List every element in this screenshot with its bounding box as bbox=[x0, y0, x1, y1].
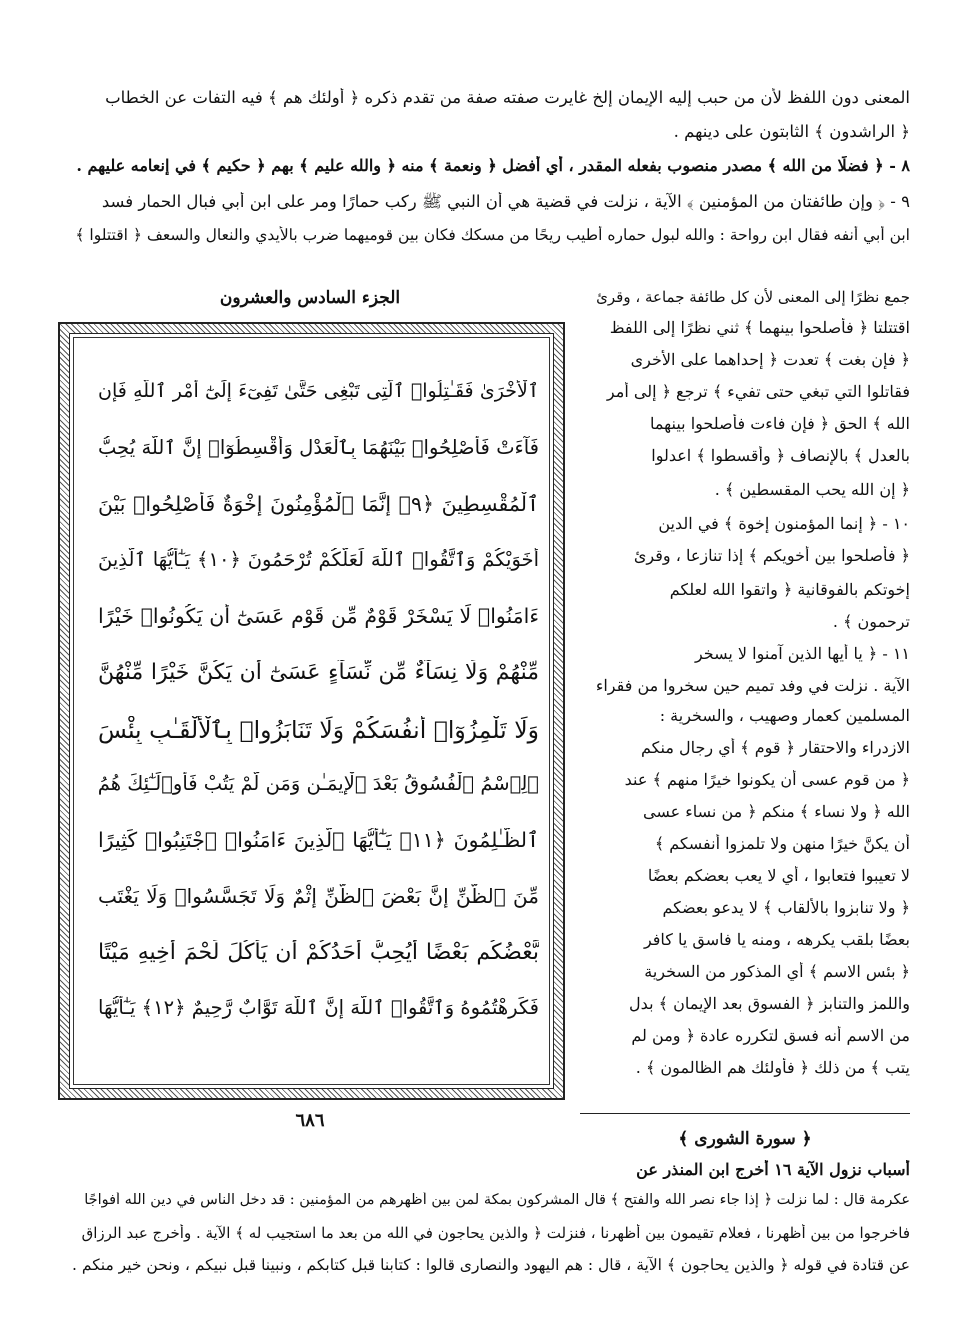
commentary-line: ترحمون ﴾ . bbox=[832, 612, 910, 631]
commentary-line: من الاسم أنه فسق لتكرره عادة ﴿ ومن لم bbox=[631, 1026, 910, 1045]
quran-line: ءَامَنُوا۟ لَا يَسْخَرْ قَوْمٌ مِّن قَوْمٍ عَسَىٰٓ أَن يَكُونُوا۟ خَيْرًا bbox=[98, 604, 539, 628]
quran-line: مِّنْهُمْ وَلَا نِسَآءٌ مِّن نِّسَآءٍ عَسَىٰٓ أَن يَكُنَّ خَيْرًا مِّنْهُنَّ bbox=[98, 660, 539, 685]
commentary-line: فاخرجوا من بين أظهرنا ، فعلام تقيمون بين أظهرنا ، فنزلت ﴿ والذين يحاجون في الله من بعد ما استجيب له ﴾ الآية . وأخرج عبد الرزاق bbox=[81, 1224, 910, 1242]
commentary-line: الله ﴿ ولا نساء ﴾ منكم ﴿ من نساء عسى bbox=[643, 802, 910, 821]
quran-line: فَآءَتْ فَأَصْلِحُوا۟ بَيْنَهُمَا بِٱلْعَدْلِ وَأَقْسِطُوٓا۟ إِنَّ ٱللَّهَ يُحِبُّ bbox=[98, 436, 539, 459]
commentary-line: ١٠ - ﴿ إنما المؤمنون إخوة ﴾ في الدين bbox=[658, 514, 910, 533]
commentary-line: ﴿ فأصلحوا بين أخويكم ﴾ إذا تنازعا ، وقرئ bbox=[633, 546, 910, 565]
commentary-line: أسباب نزول الآية ١٦ أخرج ابن المنذر عن bbox=[636, 1160, 910, 1179]
commentary-line: يتب ﴾ من ذلك ﴿ فأولئك هم الظالمون ﴾ . bbox=[635, 1058, 910, 1077]
commentary-line: ﴿ بئس الاسم ﴾ أي المذكور من السخرية bbox=[644, 962, 910, 981]
commentary-line: ﴿ الراشدون ﴾ الثابتون على دينهم . bbox=[673, 122, 910, 141]
quran-line: فَكَرِهْتُمُوهُ وَٱتَّقُوا۟ ٱللَّهَ إِنَّ ٱللَّهَ تَوَّابٌ رَّحِيمٌ ﴿١٢﴾ يَـٰٓأَيُّهَا bbox=[98, 996, 539, 1019]
quran-line: ٱلْمُقْسِطِينَ ﴿٩﴾ إِنَّمَا ٱلْمُؤْمِنُونَ إِخْوَةٌ فَأَصْلِحُوا۟ بَيْنَ bbox=[98, 492, 539, 516]
commentary-line: ﴿ إن الله يحب المقسطين ﴾ . bbox=[714, 480, 910, 499]
commentary-line: الآية . نزلت في وفد تميم حين سخروا من فقراء bbox=[595, 676, 910, 695]
quran-line: أَخَوَيْكُمْ وَٱتَّقُوا۟ ٱللَّهَ لَعَلَّكُمْ تُرْحَمُونَ ﴿١٠﴾ يَـٰٓأَيُّهَا ٱلَّذِينَ bbox=[98, 548, 539, 571]
commentary-line: ١١ - ﴿ يا أيها الذين آمنوا لا يسخر bbox=[694, 644, 910, 663]
juz-header: الجزء السادس والعشرون bbox=[219, 288, 401, 308]
commentary-line: المعنى دون اللفظ لأن من حبب إليه الإيمان إلخ غايرت صفته صفة من تقدم ذكره ﴿ أولئك هم ﴾ فيه التفات عن الخطاب bbox=[105, 88, 910, 107]
commentary-line: أن يكنَّ خيرًا منهن ولا تلمزوا أنفسكم ﴾ bbox=[654, 834, 910, 853]
commentary-line: ٩ - ﴿ وإن طائفتان من المؤمنين ﴾ الآية ، نزلت في قضية هي أن النبي ﷺ ركب حمارًا ومر على ابن أبي فبال الحمار فسد bbox=[101, 192, 910, 211]
commentary-line: إخوتكم بالفوقانية ﴿ واتقوا الله لعلكم bbox=[669, 580, 910, 599]
commentary-line: جمع نظرًا إلى المعنى لأن كل طائفة جماعة ، وقرئ bbox=[596, 288, 910, 306]
commentary-line: عن قتادة في قوله ﴿ والذين يحاجون ﴾ الآية ، قال : هم اليهود والنصارى قالوا : كتابنا قبل كتابكم ، ونبينا قبل نبيكم ، ونحن خير منكم . bbox=[72, 1256, 910, 1274]
commentary-line: عكرمة قال : لما نزلت ﴿ إذا جاء نصر الله والفتح ﴾ قال المشركون بمكة لمن بين أظهرهم من المؤمنين : قد دخل الناس في دين الله أفواجًا bbox=[84, 1192, 910, 1208]
commentary-line: الازدراء والاحتقار ﴿ قوم ﴾ أي رجال منكم bbox=[641, 738, 910, 757]
commentary-line: ﴿ فإن بغت ﴾ تعدت ﴿ إحداهما على الأخرى bbox=[630, 350, 910, 369]
quran-line: بَّعْضُكُم بَعْضًا أَيُحِبُّ أَحَدُكُمْ أَن يَأْكُلَ لَحْمَ أَخِيهِ مَيْتًا bbox=[98, 940, 539, 965]
commentary-line: لا تعيبوا فتعابوا ، أي لا يعب بعضكم بعضًا bbox=[647, 866, 910, 885]
quran-line: وَلَا تَلْمِزُوٓا۟ أَنفُسَكُمْ وَلَا تَنَابَزُوا۟ بِٱلْأَلْقَـٰبِ بِئْسَ bbox=[98, 716, 539, 744]
page-number: ٦٨٦ bbox=[295, 1110, 325, 1131]
quran-line: ٱلْأُخْرَىٰ فَقَـٰتِلُوا۟ ٱلَّتِى تَبْغِى حَتَّىٰ تَفِىٓءَ إِلَىٰٓ أَمْرِ ٱللَّهِ فَإِن bbox=[98, 380, 539, 402]
commentary-line: ابن أبي أنفه فقال ابن رواحة : والله لبول حماره أطيب ريحًا من مسكك فكان بين قوميهما ضرب بالأيدي والنعال والسعف ﴿ اقتتلوا ﴾ bbox=[75, 226, 910, 244]
commentary-line: بالعدل ﴾ بالإنصاف ﴿ وأقسطوا ﴾ اعدلوا bbox=[651, 446, 910, 465]
section-divider bbox=[580, 1113, 910, 1114]
commentary-line: المسلمين كعمار وصهيب ، والسخرية : bbox=[659, 706, 910, 725]
quran-line: مِّنَ ٱلظَّنِّ إِنَّ بَعْضَ ٱلظَّنِّ إِثْمٌ وَلَا تَجَسَّسُوا۟ وَلَا يَغْتَب bbox=[98, 884, 539, 908]
commentary-line: فقاتلوا التي تبغي حتى تفيء ﴾ ترجع ﴿ إلى أمر bbox=[606, 382, 910, 401]
commentary-line: بعضًا بلقب يكرهه ، ومنه يا فاسق يا كافر bbox=[643, 930, 910, 949]
surah-heading: ﴿ سورة الشورى ﴾ bbox=[678, 1129, 812, 1149]
commentary-line: ﴿ ولا تنابزوا بالألقاب ﴾ لا يدعو بعضكم bbox=[662, 898, 910, 917]
commentary-line: ﴿ من قوم عسى أن يكونوا خيرًا منهم ﴾ عند bbox=[624, 770, 910, 789]
commentary-line: الله ﴾ الحق ﴿ فإن فاءت فأصلحوا بينهما bbox=[650, 414, 910, 433]
quran-line: ٱلِٱسْمُ ٱلْفُسُوقُ بَعْدَ ٱلْإِيمَـٰنِ وَمَن لَّمْ يَتُبْ فَأُو۟لَـٰٓئِكَ هُمُ bbox=[98, 772, 539, 795]
quran-line: ٱلظَّـٰلِمُونَ ﴿١١﴾ يَـٰٓأَيُّهَا ٱلَّذِينَ ءَامَنُوا۟ ٱجْتَنِبُوا۟ كَثِيرًا bbox=[98, 828, 539, 852]
commentary-line: ٨ - ﴿ فضلًا من الله ﴾ مصدر منصوب بفعله المقدر ، أي أفضل ﴿ ونعمة ﴾ منه ﴿ والله عليم ﴾ بهم ﴿ حكيم ﴾ في إنعامه عليهم . bbox=[76, 156, 910, 175]
commentary-line: واللمز والتنابز ﴿ الفسوق بعد الإيمان ﴾ بدل bbox=[629, 994, 910, 1013]
commentary-line: اقتتلتا ﴿ فأصلحوا بينهما ﴾ ثني نظرًا إلى اللفظ bbox=[609, 318, 910, 337]
